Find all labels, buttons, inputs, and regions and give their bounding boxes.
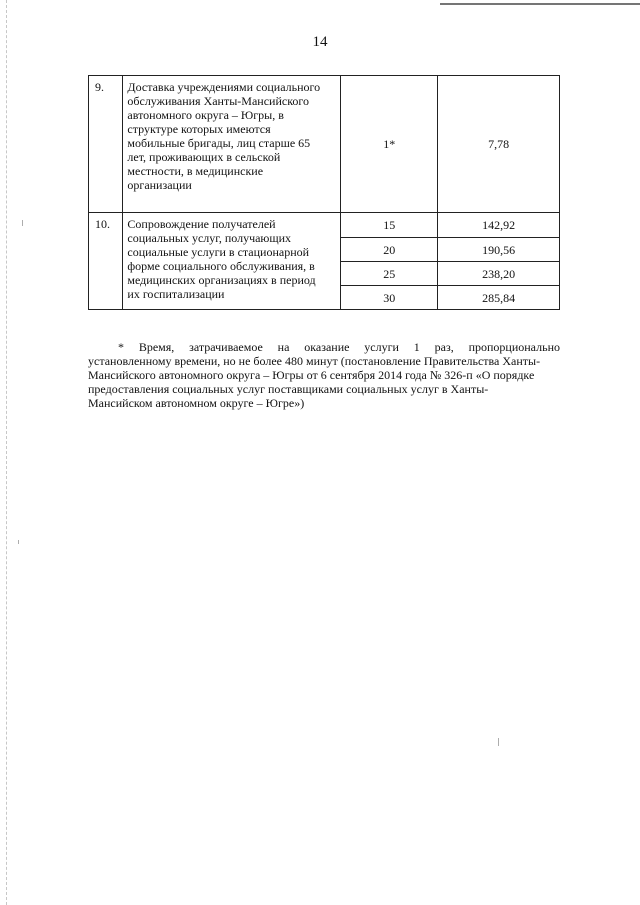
time-cell: 20 (341, 238, 438, 262)
footnote-line: предоставления социальных услуг поставщиками социальных услуг в Ханты- (88, 382, 489, 396)
price-cell: 238,20 (438, 262, 560, 286)
footnote-line: Мансийском автономном округе – Югре») (88, 396, 305, 410)
time-cell: 15 (341, 213, 438, 238)
footnote-line: * Время, затрачиваемое на оказание услуги 1 раз, пропорционально (118, 340, 560, 354)
description-line: социальных услуг, получающих (127, 231, 292, 245)
description-line: автономного округа – Югры, в (127, 108, 284, 122)
time-cell: 1* (341, 76, 438, 213)
description-line: Сопровождение получателей (127, 217, 276, 231)
service-description (123, 76, 341, 213)
price-cell: 285,84 (438, 286, 560, 310)
table-row (89, 213, 560, 238)
time-cell: 30 (341, 286, 438, 310)
price-cell: 142,92 (438, 213, 560, 238)
scan-speck (498, 738, 499, 746)
price-cell: 7,78 (438, 76, 560, 213)
description-line: Доставка учреждениями социального (127, 80, 321, 94)
service-description (123, 213, 341, 310)
scan-edge-left (6, 0, 8, 905)
time-cell: 25 (341, 262, 438, 286)
row-number: 9. (89, 76, 123, 213)
description-line: обслуживания Ханты-Мансийского (127, 94, 310, 108)
services-table (88, 75, 560, 310)
description-line: организации (127, 178, 192, 192)
row-number: 10. (89, 213, 123, 310)
description-line: медицинских организациях в период (127, 273, 316, 287)
description-line: лет, проживающих в сельской (127, 150, 281, 164)
footnote-line: установленному времени, но не более 480 минут (постановление Правительства Ханты- (88, 354, 541, 368)
footnote (88, 340, 560, 410)
price-cell: 190,56 (438, 238, 560, 262)
description-line: мобильные бригады, лиц старше 65 (127, 136, 311, 150)
description-line: социальные услуги в стационарной (127, 245, 310, 259)
footnote-line: Мансийского автономного округа – Югры от 6 сентября 2014 года № 326-п «О порядке (88, 368, 535, 382)
description-line: местности, в медицинские (127, 164, 264, 178)
page-number: 14 (312, 34, 328, 50)
description-line: их госпитализации (127, 287, 225, 301)
scan-edge-top (440, 3, 640, 5)
table-row (89, 76, 560, 213)
description-line: структуре которых имеются (127, 122, 271, 136)
description-line: форме социального обслуживания, в (127, 259, 315, 273)
scan-speck (18, 540, 19, 544)
scan-speck (22, 220, 23, 226)
